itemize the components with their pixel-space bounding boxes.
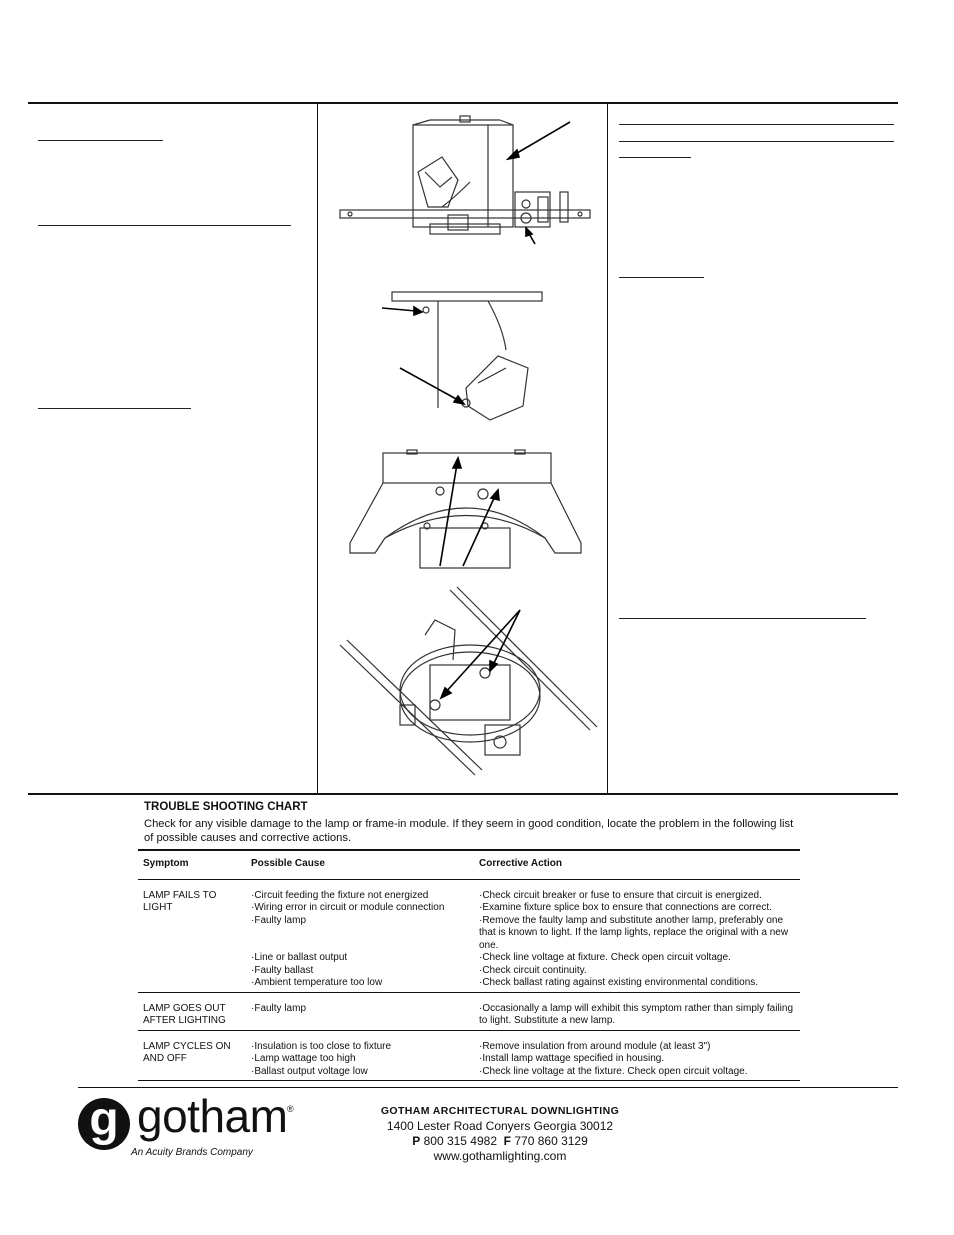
- housing-diagram: [330, 112, 600, 252]
- fax-number: 770 860 3129: [514, 1134, 588, 1148]
- acuity-tagline: An Acuity Brands Company: [131, 1147, 253, 1158]
- header-possible-cause: Possible Cause: [251, 858, 325, 869]
- cause-cell: ·Faulty ballast: [251, 964, 314, 976]
- bracket-diagram: [345, 448, 585, 573]
- cause-cell: ·Faulty lamp: [251, 1002, 307, 1014]
- symptom-cell: LAMP GOES OUT AFTER LIGHTING: [143, 1002, 226, 1026]
- table-header-row: [138, 850, 800, 879]
- cause-cell: ·Ambient temperature too low: [251, 977, 383, 988]
- action-cell: ·Check circuit breaker or fuse to ensure that circuit is energized.: [479, 889, 762, 901]
- phone-number: 800 315 4982: [423, 1134, 497, 1148]
- left-heading-rule-3: [38, 408, 191, 409]
- middle-rule: [28, 793, 898, 795]
- website-link[interactable]: www.gothamlighting.com: [433, 1149, 567, 1163]
- module-diagram: [378, 288, 548, 428]
- header-corrective-action: Corrective Action: [479, 858, 562, 869]
- row-group-goes-out: [138, 992, 800, 1030]
- header-symptom: Symptom: [143, 858, 189, 869]
- company-name: GOTHAM ARCHITECTURAL DOWNLIGHTING: [380, 1105, 620, 1117]
- gotham-wordmark: gotham: [137, 1090, 288, 1142]
- left-heading-rule-1: [38, 140, 163, 141]
- footer-rule: [78, 1087, 898, 1088]
- chart-title: TROUBLE SHOOTING CHART: [144, 801, 308, 813]
- street-address: 1400 Lester Road Conyers Georgia 30012: [386, 1119, 614, 1133]
- column-divider-left: [317, 103, 318, 793]
- cause-cell: ·Insulation is too close to fixture: [251, 1040, 392, 1052]
- action-cell: ·Install lamp wattage specified in housing.: [479, 1053, 665, 1064]
- right-heading-rule-2: [619, 141, 894, 142]
- column-divider-right: [607, 103, 608, 793]
- row-group-cycles: [138, 1030, 800, 1081]
- frame-in-diagram: [335, 585, 597, 780]
- chart-intro: Check for any visible damage to the lamp or frame-in module. If they seem in good condition, locate the problem in the following list of possible causes and corrective actions.: [144, 818, 794, 844]
- action-cell: ·Check circuit continuity.: [479, 964, 587, 976]
- top-rule: [28, 102, 898, 104]
- cause-cell: ·Wiring error in circuit or module connection: [251, 902, 445, 913]
- right-heading-rule-4: [619, 277, 704, 278]
- fax-label: F: [503, 1134, 512, 1148]
- right-heading-rule-5: [619, 618, 866, 619]
- cause-cell: ·Circuit feeding the fixture not energized: [251, 889, 429, 901]
- row-group-fails-to-light: [138, 879, 800, 992]
- company-address-block: [360, 1104, 640, 1164]
- registered-mark: ®: [287, 1104, 294, 1114]
- right-heading-rule-1: [619, 124, 894, 125]
- table-row: [138, 879, 800, 902]
- trouble-shooting-table: [138, 849, 800, 1081]
- table-row: [138, 992, 800, 1030]
- cause-cell: ·Line or ballast output: [251, 952, 348, 963]
- action-cell: ·Check ballast rating against existing environmental conditions.: [479, 977, 759, 988]
- cause-cell: ·Ballast output voltage low: [251, 1065, 368, 1077]
- phone-label: P: [412, 1134, 421, 1148]
- right-heading-rule-3: [619, 157, 691, 158]
- action-cell: ·Examine fixture splice box to ensure that connections are correct.: [479, 902, 772, 913]
- action-cell: ·Check line voltage at the fixture. Check open circuit voltage.: [479, 1065, 748, 1077]
- left-heading-rule-2: [38, 225, 291, 226]
- action-cell: ·Remove insulation from around module (at least 3"): [479, 1040, 711, 1052]
- gotham-logo-mark: g: [78, 1098, 130, 1150]
- symptom-cell: LAMP CYCLES ON AND OFF: [143, 1040, 231, 1064]
- cause-cell: ·Faulty lamp: [251, 914, 307, 926]
- action-cell: ·Check line voltage at fixture. Check open circuit voltage.: [479, 952, 731, 963]
- action-cell: ·Occasionally a lamp will exhibit this symptom rather than simply failing to light. Substitute a new lamp.: [479, 1002, 794, 1026]
- action-cell: ·Remove the faulty lamp and substitute another lamp, preferably one that is known to light. If the lamp lights, replace the original with a new one.: [479, 914, 789, 951]
- phone-fax-line: [360, 1134, 640, 1149]
- symptom-cell: LAMP FAILS TO LIGHT: [143, 889, 217, 913]
- table-row: [138, 1030, 800, 1053]
- cause-cell: ·Lamp wattage too high: [251, 1053, 356, 1064]
